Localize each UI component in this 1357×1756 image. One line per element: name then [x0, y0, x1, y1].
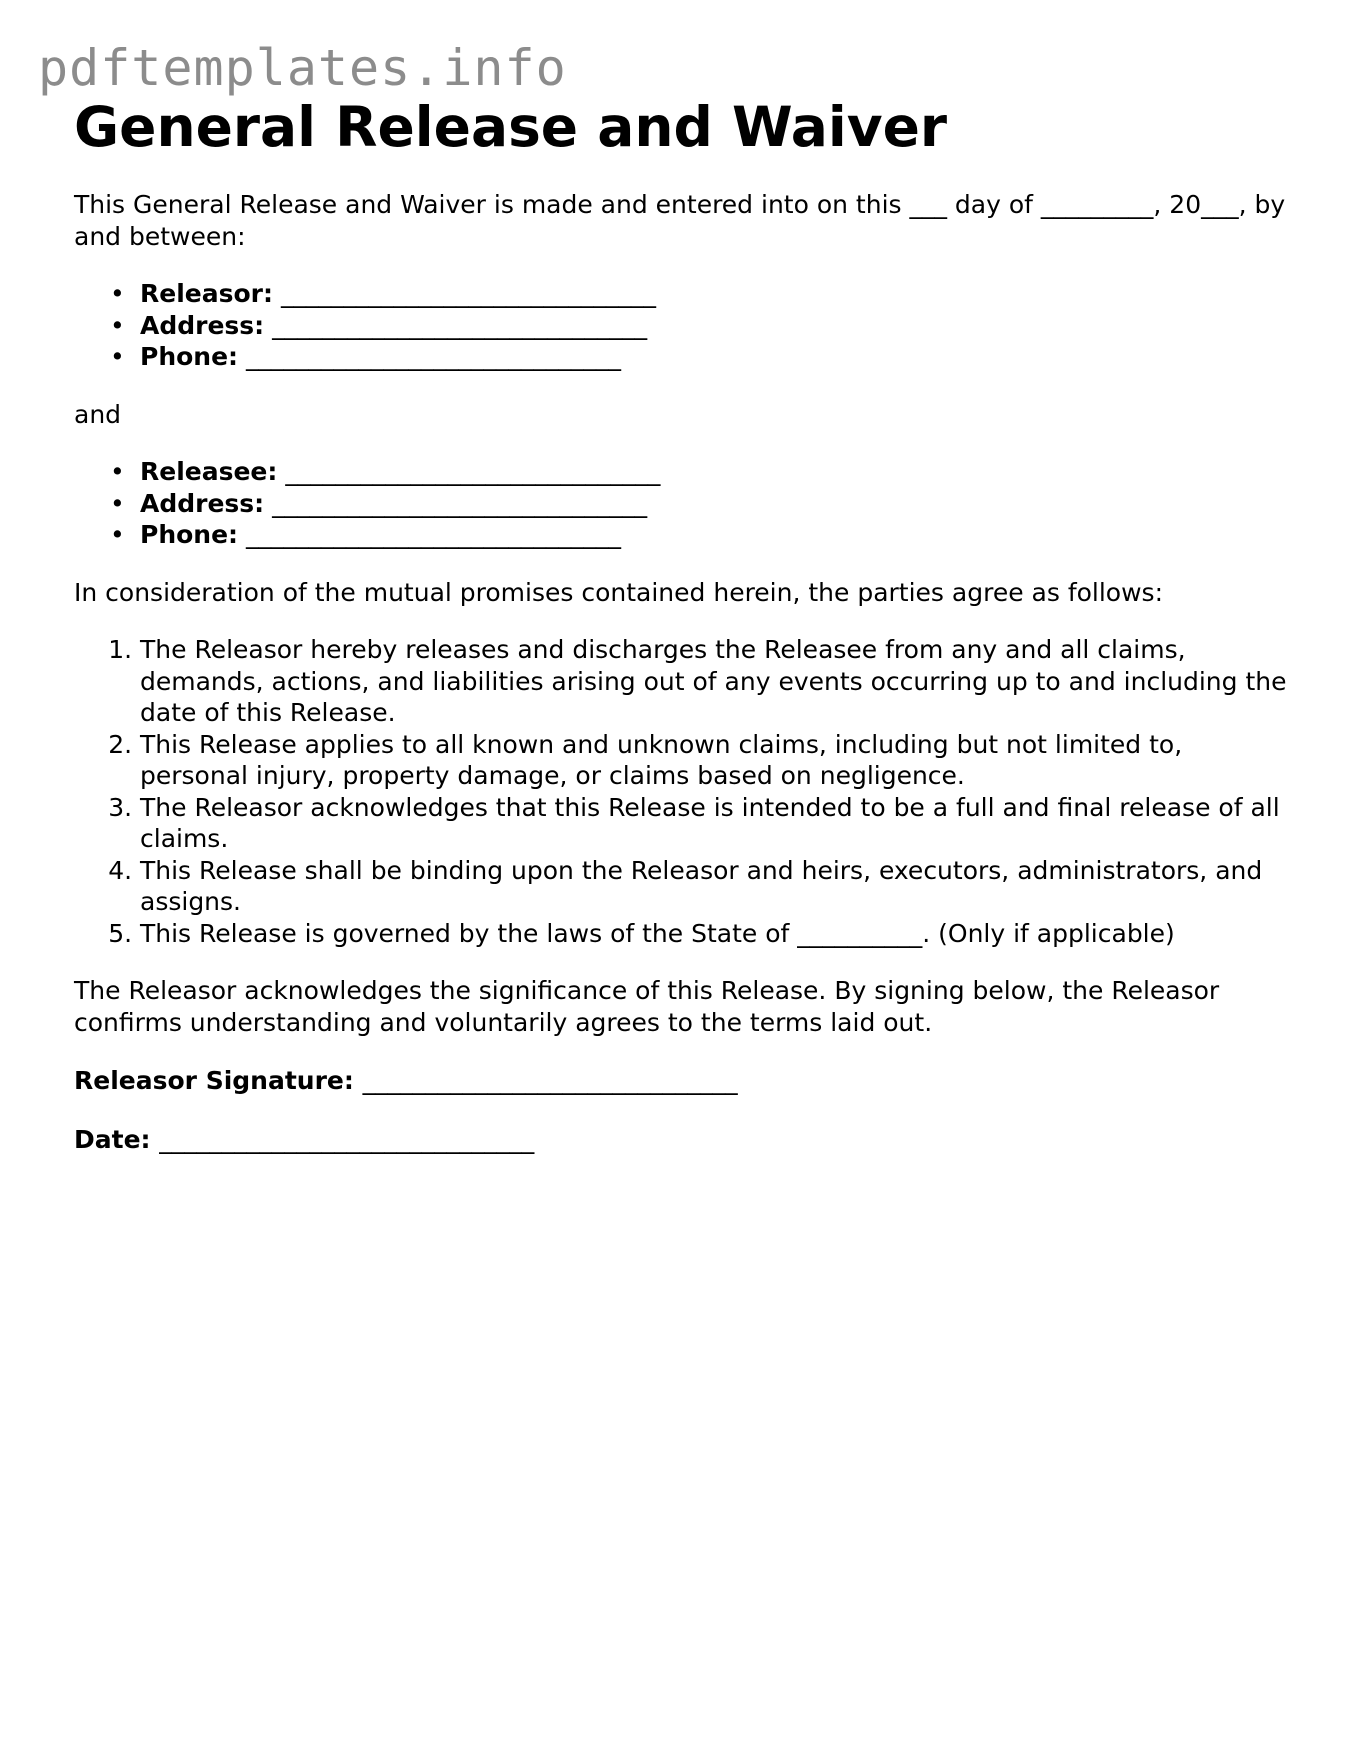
releasee-details — [74, 456, 1294, 551]
signature-label: Releasor Signature: — [74, 1066, 354, 1095]
date-line — [74, 1124, 1294, 1156]
date-blank: ______________________________ — [159, 1124, 535, 1154]
releasee-name-field — [140, 456, 1294, 488]
releasee-name-label: Releasee: — [140, 457, 278, 486]
date-label: Date: — [74, 1124, 151, 1154]
releasor-phone-label: Phone: — [140, 342, 239, 371]
consideration-paragraph: In consideration of the mutual promises contained herein, the parties agree as follows: — [74, 577, 1164, 607]
releasee-phone-field — [140, 519, 1294, 551]
term-item: 1. The Releasor hereby releases and discharges the Releasee from any and all claims, demands, actions, and liabilities arising out of any events occurring up to and including the date of this Release. — [140, 634, 1294, 729]
document-title: General Release and Waiver — [74, 95, 947, 159]
and-separator: and — [74, 399, 122, 429]
term-item: 2. This Release applies to all known and unknown claims, including but not limited to, personal injury, property damage, or claims based on negligence. — [140, 729, 1294, 792]
document-page — [74, 94, 1294, 1155]
releasor-name-field — [140, 278, 1294, 310]
term-item: 5. This Release is governed by the laws of the State of __________. (Only if applicable) — [140, 918, 1294, 950]
releasee-address-blank: ______________________________ — [272, 488, 648, 518]
releasor-phone-field — [140, 341, 1294, 373]
releasor-address-label: Address: — [140, 310, 265, 340]
releasor-details — [74, 278, 1294, 373]
releasor-name-label: Releasor: — [140, 279, 273, 308]
releasor-name-blank: ______________________________ — [280, 279, 656, 308]
term-item: 3. The Releasor acknowledges that this Release is intended to be a full and final release of all claims. — [140, 792, 1294, 855]
releasor-address-blank: ______________________________ — [272, 310, 648, 340]
releasee-phone-label: Phone: — [140, 520, 239, 549]
releasee-address-label: Address: — [140, 488, 265, 518]
signature-blank: ______________________________ — [362, 1066, 738, 1095]
acknowledgment-paragraph: The Releasor acknowledges the significance of this Release. By signing below, the Releasor confirms understanding and voluntarily agrees to the terms laid out. — [74, 976, 1220, 1037]
releasor-phone-blank: ______________________________ — [246, 342, 621, 371]
releasee-name-blank: ______________________________ — [285, 457, 661, 486]
document-body — [74, 189, 1294, 1155]
intro-paragraph: This General Release and Waiver is made and entered into on this ___ day of _________, 20___, by and between: — [74, 190, 1286, 251]
terms-list — [74, 634, 1294, 949]
releasee-address-field — [140, 488, 1294, 520]
watermark: pdftemplates.info — [38, 39, 567, 97]
term-item: 4. This Release shall be binding upon the Releasor and heirs, executors, administrators, and assigns. — [140, 855, 1294, 918]
releasor-address-field — [140, 310, 1294, 342]
signature-line — [74, 1065, 1294, 1097]
releasee-phone-blank: ______________________________ — [246, 520, 621, 549]
